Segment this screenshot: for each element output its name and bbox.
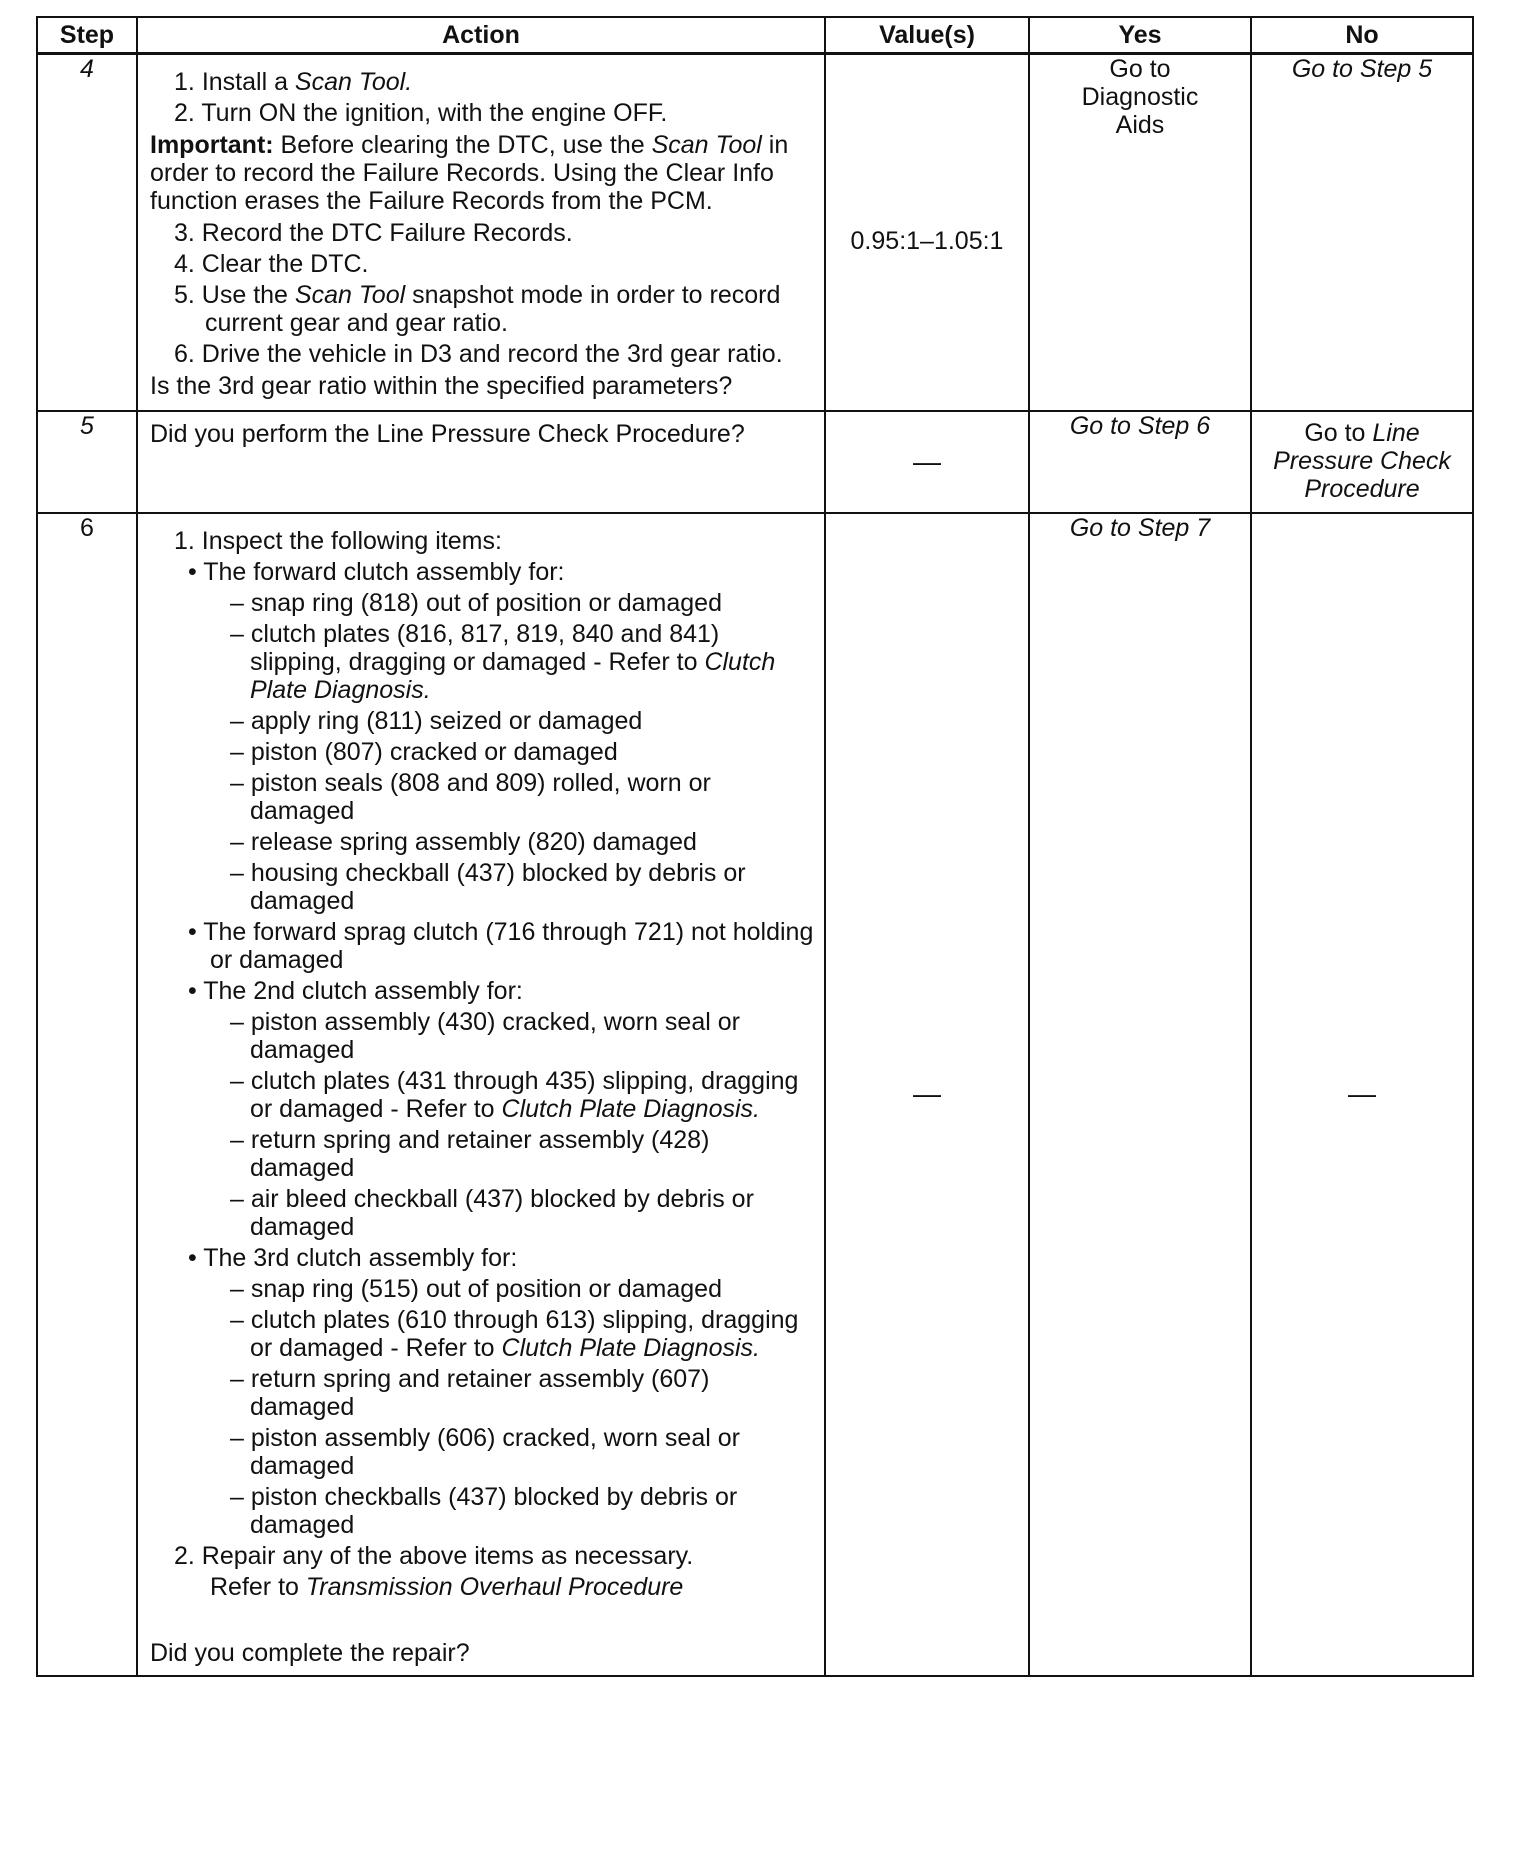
header-yes: Yes bbox=[1029, 17, 1251, 54]
ref-text: Refer to bbox=[210, 1573, 306, 1601]
ref-doc: Transmission Overhaul Procedure bbox=[305, 1573, 684, 1601]
action-text: snapshot mode in order to record current gear and gear ratio. bbox=[205, 281, 781, 337]
no-text-ref: Line Pressure Check Procedure bbox=[1273, 419, 1451, 503]
list-item: – piston seals (808 and 809) rolled, worn or damaged bbox=[230, 769, 711, 825]
list-item: – return spring and retainer assembly (428) damaged bbox=[230, 1126, 710, 1182]
table-row-step-5 bbox=[37, 411, 1473, 513]
note-text: in order to record the Failure Records. Using the Clear Info function erases the Failure Records from the PCM. bbox=[150, 131, 789, 215]
list-item: – apply ring (811) seized or damaged bbox=[230, 707, 643, 735]
group-heading: • The forward sprag clutch (716 through 721) not holding or damaged bbox=[188, 918, 814, 974]
action-text: 6. Drive the vehicle in D3 and record the 3rd gear ratio. bbox=[174, 340, 783, 368]
header-value: Value(s) bbox=[825, 17, 1029, 54]
important-note bbox=[150, 131, 816, 215]
list-item: – release spring assembly (820) damaged bbox=[230, 828, 697, 856]
value-cell bbox=[825, 411, 1029, 513]
step-number: 5 bbox=[37, 411, 137, 513]
note-text: Scan Tool bbox=[651, 131, 762, 159]
action-text: Install a bbox=[201, 68, 295, 96]
action-text: 2. Turn ON the ignition, with the engine OFF. bbox=[174, 99, 668, 127]
group-heading: • The 2nd clutch assembly for: bbox=[188, 977, 523, 1005]
list-item: – snap ring (818) out of position or damaged bbox=[230, 589, 722, 617]
group-heading: • The 3rd clutch assembly for: bbox=[188, 1244, 518, 1272]
yes-text: Go to Step 6 bbox=[1069, 412, 1211, 440]
action-text: 5. Use the bbox=[174, 281, 295, 309]
item-ref: Clutch Plate Diagnosis. bbox=[501, 1334, 760, 1362]
no-cell bbox=[1251, 513, 1473, 1676]
action-cell bbox=[137, 513, 825, 1676]
value-text: — bbox=[913, 445, 941, 477]
step-number: 4 bbox=[37, 54, 137, 412]
yes-cell bbox=[1029, 54, 1251, 412]
question-text: Did you complete the repair? bbox=[150, 1639, 470, 1667]
value-cell bbox=[825, 513, 1029, 1676]
item-text: – clutch plates (431 through 435) slipping, dragging or damaged - Refer to bbox=[230, 1067, 799, 1123]
diagnostic-table bbox=[36, 16, 1474, 1677]
header-action: Action bbox=[137, 17, 825, 54]
action-text: 3. Record the DTC Failure Records. bbox=[174, 219, 573, 247]
no-text: — bbox=[1348, 1078, 1376, 1109]
item-ref: Clutch Plate Diagnosis. bbox=[501, 1095, 760, 1123]
action-text: Scan Tool bbox=[294, 281, 406, 309]
important-label: Important: bbox=[150, 131, 274, 159]
list-item: – snap ring (515) out of position or damaged bbox=[230, 1275, 722, 1303]
no-text: Go to Step 5 bbox=[1291, 55, 1433, 83]
action-text: Scan Tool. bbox=[294, 68, 413, 96]
step-number: 6 bbox=[37, 513, 137, 1676]
item-text: – clutch plates (610 through 613) slipping, dragging or damaged - Refer to bbox=[230, 1306, 799, 1362]
list-item: – piston checkballs (437) blocked by debris or damaged bbox=[230, 1483, 738, 1539]
table-row-step-6 bbox=[37, 513, 1473, 1676]
question-text: Did you perform the Line Pressure Check Procedure? bbox=[150, 420, 745, 448]
list-item bbox=[150, 1306, 816, 1362]
action-text: 2. Repair any of the above items as necessary. bbox=[174, 1542, 694, 1570]
list-item bbox=[150, 1067, 816, 1123]
list-item: – piston assembly (430) cracked, worn seal or damaged bbox=[230, 1008, 740, 1064]
no-cell bbox=[1251, 54, 1473, 412]
value-text: — bbox=[913, 1078, 941, 1109]
action-cell bbox=[137, 411, 825, 513]
yes-cell bbox=[1029, 411, 1251, 513]
question-text: Is the 3rd gear ratio within the specified parameters? bbox=[150, 372, 733, 400]
list-item: – piston assembly (606) cracked, worn seal or damaged bbox=[230, 1424, 740, 1480]
no-cell bbox=[1251, 411, 1473, 513]
list-item: – housing checkball (437) blocked by debris or damaged bbox=[230, 859, 746, 915]
list-item bbox=[150, 620, 816, 704]
yes-text: Go to Step 7 bbox=[1069, 514, 1211, 542]
item-ref: Clutch Plate Diagnosis. bbox=[250, 648, 776, 704]
yes-text: Go to Diagnostic Aids bbox=[1081, 55, 1199, 139]
list-item: – piston (807) cracked or damaged bbox=[230, 738, 618, 766]
action-text: 1. Inspect the following items: bbox=[174, 527, 502, 555]
header-no: No bbox=[1251, 17, 1473, 54]
no-text-prefix: Go to bbox=[1304, 419, 1373, 447]
group-heading: • The forward clutch assembly for: bbox=[188, 558, 565, 586]
item-text: – clutch plates (816, 817, 819, 840 and 841) slipping, dragging or damaged - Refer to bbox=[230, 620, 720, 676]
value-cell: 0.95:1–1.05:1 bbox=[825, 54, 1029, 412]
reference-line bbox=[150, 1573, 816, 1601]
header-step: Step bbox=[37, 17, 137, 54]
action-text: 1. bbox=[174, 68, 195, 96]
action-item bbox=[150, 281, 816, 337]
action-cell bbox=[137, 54, 825, 412]
list-item: – air bleed checkball (437) blocked by debris or damaged bbox=[230, 1185, 754, 1241]
header-row bbox=[37, 17, 1473, 54]
note-text: Before clearing the DTC, use the bbox=[273, 131, 652, 159]
action-text: 4. Clear the DTC. bbox=[174, 250, 369, 278]
table-row-step-4 bbox=[37, 54, 1473, 412]
yes-cell bbox=[1029, 513, 1251, 1676]
list-item: – return spring and retainer assembly (607) damaged bbox=[230, 1365, 710, 1421]
no-text bbox=[1252, 419, 1472, 505]
